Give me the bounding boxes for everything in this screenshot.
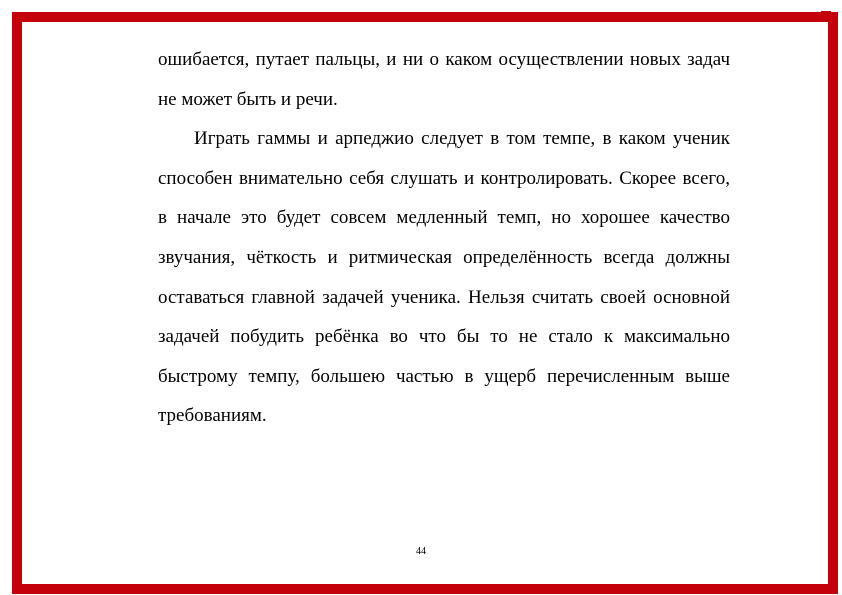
paragraph-scales-tempo: Играть гаммы и арпеджио следует в том темпе, в каком ученик способен внимательно себя слушать и контролировать. Скорее всего, в начале это будет совсем медленный темп, но хорошее качество звучания, чёткость и ритмическая определённость всегда должны оставаться главной задачей ученика. Нельзя считать своей основной задачей побудить ребёнка во что бы то не стало к максимально быстрому темпу, большею частью в ущерб перечисленным выше требованиям. <box>158 128 730 427</box>
body-text <box>158 40 730 436</box>
paragraph-continuation: ошибается, путает пальцы, и ни о каком осуществлении новых задач не может быть и речи. <box>158 49 730 110</box>
frame-corner-accent <box>821 11 831 21</box>
page-number: 44 <box>416 546 426 557</box>
